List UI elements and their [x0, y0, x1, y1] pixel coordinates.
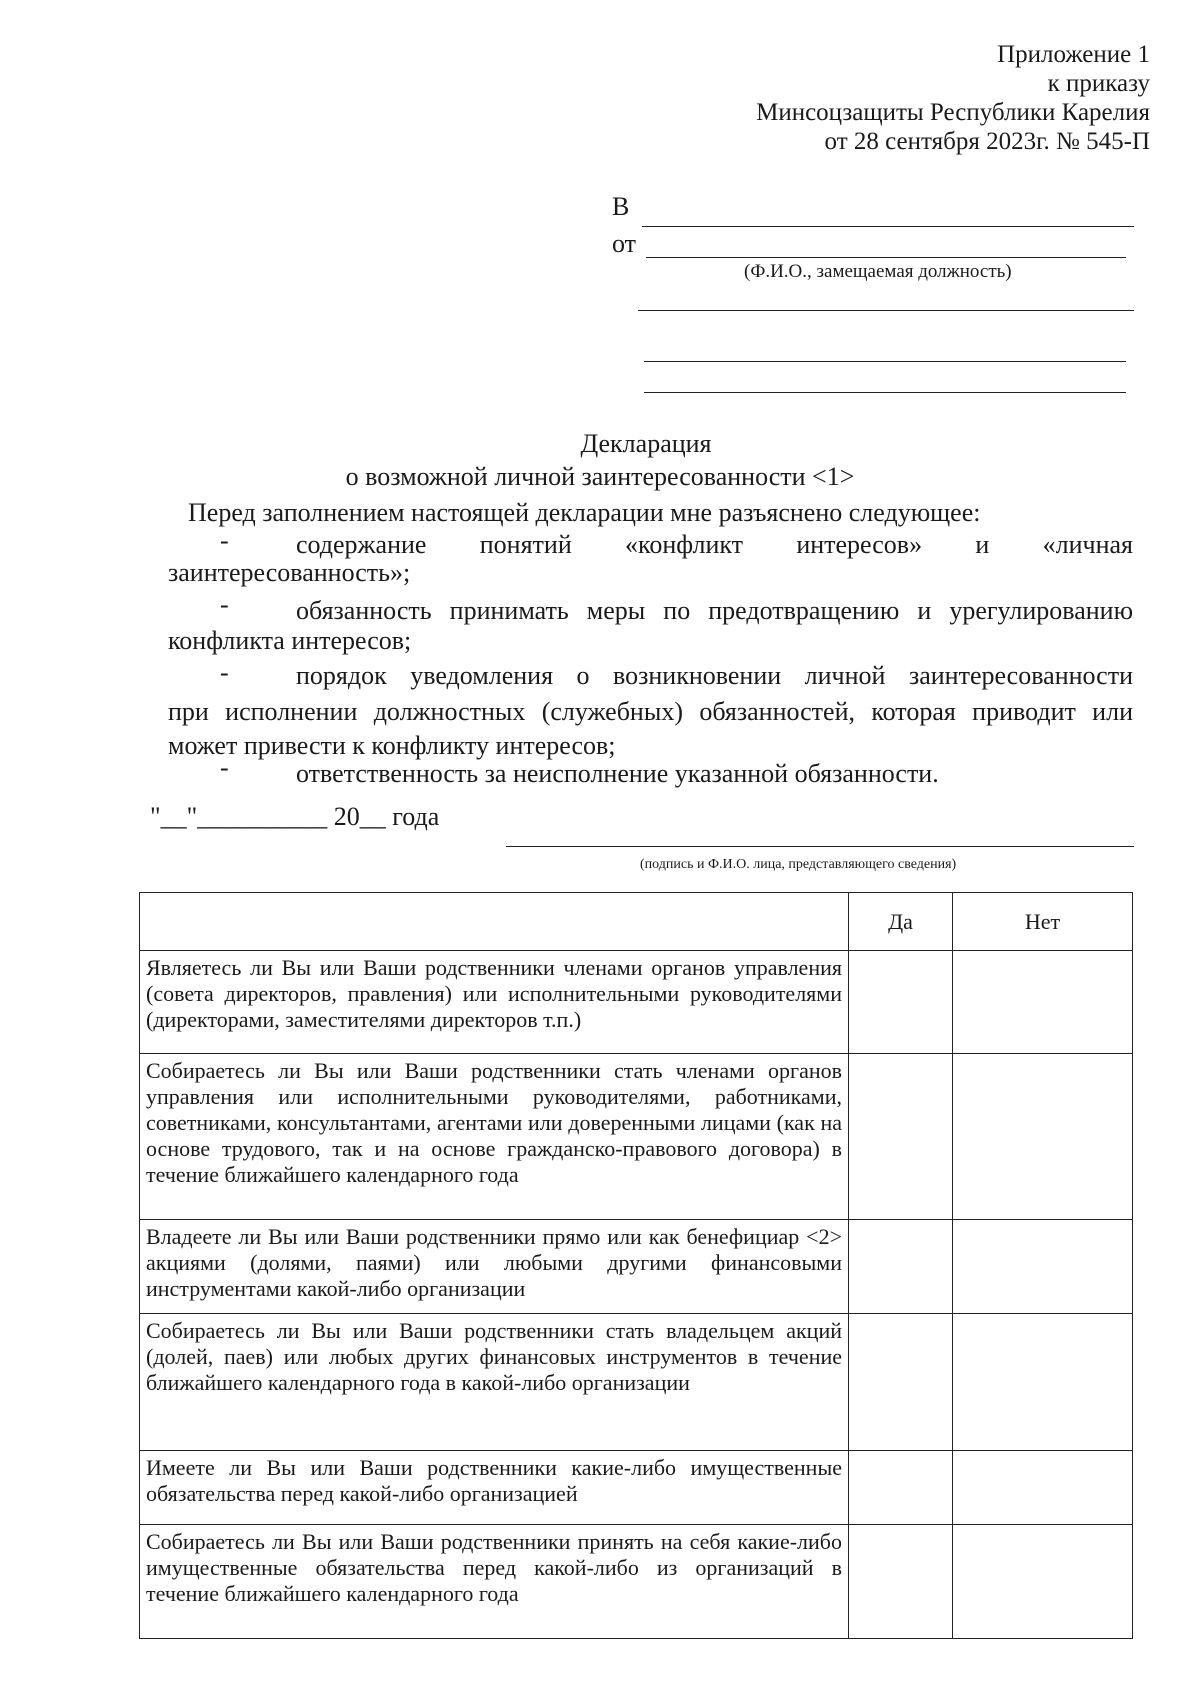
- list-item-first-line: содержание понятий «конфликт интересов» и «личная: [296, 530, 1133, 559]
- question-cell: Владеете ли Вы или Ваши родственники прямо или как бенефициар <2> акциями (долями, паями) или любыми другими финансовыми инструментами какой-либо организации: [140, 1220, 849, 1314]
- list-item-first-line: обязанность принимать меры по предотвращению и урегулированию: [296, 596, 1133, 625]
- answer-no-cell[interactable]: [953, 1314, 1133, 1451]
- table-row: [140, 1451, 1133, 1525]
- list-item-continuation: конфликта интересов;: [168, 626, 412, 655]
- header-question: [140, 893, 849, 951]
- position-field-line[interactable]: [638, 310, 1134, 311]
- table-row: [140, 951, 1133, 1054]
- appendix-header: [756, 40, 1150, 156]
- list-item-continuation: при исполнении должностных (служебных) обязанностей, которая приводит или может привести к конфликту интересов;: [168, 697, 1133, 760]
- to-field-line[interactable]: [642, 226, 1134, 227]
- answer-yes-cell[interactable]: [849, 1054, 953, 1220]
- table-row: [140, 1314, 1133, 1451]
- table-row: [140, 1525, 1133, 1639]
- from-field-line[interactable]: [646, 257, 1126, 258]
- answer-yes-cell[interactable]: [849, 1525, 953, 1639]
- appendix-line: от 28 сентября 2023г. № 545-П: [824, 128, 1150, 155]
- answer-no-cell[interactable]: [953, 951, 1133, 1054]
- list-item-first-line: порядок уведомления о возникновении личной заинтересованности: [296, 661, 1133, 690]
- bullet-dash: -: [220, 753, 229, 782]
- answer-no-cell[interactable]: [953, 1525, 1133, 1639]
- table-header-row: [140, 893, 1133, 951]
- date-field[interactable]: "__"__________ 20__ года: [150, 802, 440, 831]
- position-field-line[interactable]: [644, 392, 1126, 393]
- question-cell: Собираетесь ли Вы или Ваши родственники принять на себя какие-либо имущественные обязательства перед какой-либо из организаций в течение ближайшего календарного года: [140, 1525, 849, 1639]
- signature-line[interactable]: [506, 846, 1134, 847]
- answer-yes-cell[interactable]: [849, 1220, 953, 1314]
- table-row: [140, 1054, 1133, 1220]
- position-field-line[interactable]: [644, 361, 1126, 362]
- header-no: Нет: [953, 893, 1133, 951]
- answer-yes-cell[interactable]: [849, 1314, 953, 1451]
- declaration-table: [139, 892, 1133, 1639]
- appendix-line: Приложение 1: [997, 41, 1150, 68]
- list-item-continuation: заинтересованность»;: [168, 558, 411, 587]
- answer-no-cell[interactable]: [953, 1451, 1133, 1525]
- appendix-line: Минсоцзащиты Республики Карелия: [756, 99, 1150, 126]
- to-label: В: [612, 192, 630, 221]
- from-label: от: [612, 229, 637, 258]
- answer-no-cell[interactable]: [953, 1054, 1133, 1220]
- question-cell: Имеете ли Вы или Ваши родственники какие-либо имущественные обязательства перед какой-либо организацией: [140, 1451, 849, 1525]
- answer-yes-cell[interactable]: [849, 1451, 953, 1525]
- bullet-dash: -: [220, 658, 229, 687]
- bullet-dash: -: [220, 526, 229, 555]
- document-title: Декларация: [580, 429, 712, 458]
- signature-caption: (подпись и Ф.И.О. лица, представляющего сведения): [640, 857, 957, 872]
- appendix-line: к приказу: [1047, 70, 1150, 97]
- from-field-caption: (Ф.И.О., замещаемая должность): [744, 261, 1012, 282]
- list-item-first-line: ответственность за неисполнение указанной обязанности.: [296, 759, 939, 788]
- question-cell: Собираетесь ли Вы или Ваши родственники стать владельцем акций (долей, паев) или любых других финансовых инструментов в течение ближайшего календарного года в какой-либо организации: [140, 1314, 849, 1451]
- answer-no-cell[interactable]: [953, 1220, 1133, 1314]
- document-subtitle: о возможной личной заинтересованности <1>: [345, 462, 855, 491]
- header-yes: Да: [849, 893, 953, 951]
- question-cell: Являетесь ли Вы или Ваши родственники членами органов управления (совета директоров, правления) или исполнительными руководителями (директорами, заместителями директоров т.п.): [140, 951, 849, 1054]
- intro-text: Перед заполнением настоящей декларации мне разъяснено следующее:: [188, 498, 981, 527]
- answer-yes-cell[interactable]: [849, 951, 953, 1054]
- table-row: [140, 1220, 1133, 1314]
- bullet-dash: -: [220, 590, 229, 619]
- question-cell: Собираетесь ли Вы или Ваши родственники стать членами органов управления или исполнительными руководителями, работниками, советниками, консультантами, агентами или доверенными лицами (как на основе трудового, так и на основе гражданско-правового договора) в течение ближайшего календарного года: [140, 1054, 849, 1220]
